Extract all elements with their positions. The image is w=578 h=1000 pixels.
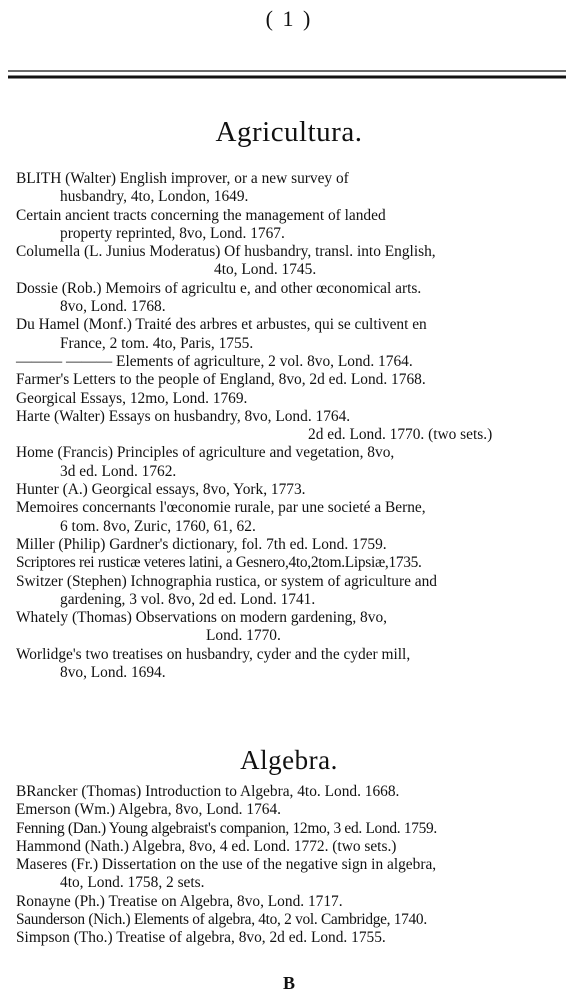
entry-line: Du Hamel (Monf.) Traité des arbres et arbustes, qui se cultivent en [16,316,427,334]
double-rule-graphic [8,67,566,83]
entry-line: Hunter (A.) Georgical essays, 8vo, York, 1773. [16,481,306,499]
entry-line: Dossie (Rob.) Memoirs of agricultu e, and other œconomical arts. [16,279,422,297]
entry-line: ——— ——— Elements of agriculture, 2 vol. 8vo, Lond. 1764. [16,352,413,370]
bibliography-entry [16,499,566,536]
bibliography-entry [16,170,566,207]
entry-line: BRancker (Thomas) Introduction to Algebra, 4to. Lond. 1668. [16,783,400,800]
entry-line: France, 2 tom. 4to, Paris, 1755. [60,334,254,352]
entries-list-agricultura [16,170,566,682]
bibliography-entry [16,481,566,499]
bibliography-entry [16,316,566,353]
ornamental-rule [8,67,566,83]
entries-list-algebra [16,783,566,948]
entry-line: 4to, Lond. 1758, 2 sets. [60,874,205,892]
bibliography-entry [16,911,566,929]
entry-line: Lond. 1770. [206,627,281,645]
bibliography-entry [16,573,566,610]
entry-line: Worlidge's two treatises on husbandry, cyder and the cyder mill, [16,645,411,663]
entry-line: Harte (Walter) Essays on husbandry, 8vo, Lond. 1764. [16,407,351,425]
entry-line: Whately (Thomas) Observations on modern gardening, 8vo, [16,609,387,627]
entry-line: Miller (Philip) Gardner's dictionary, fol. 7th ed. Lond. 1759. [16,535,387,553]
bibliography-entry [16,838,566,856]
bibliography-entry [16,390,566,408]
entry-line: 8vo, Lond. 1768. [60,298,166,316]
bibliography-entry [16,371,566,389]
bibliography-entry [16,646,566,683]
bibliography-entry [16,554,566,572]
bibliography-entry [16,243,566,280]
signature-mark: B [282,973,295,993]
bibliography-entry [16,783,566,801]
entry-line: Scriptores rei rusticæ veteres latini, a Gesnero,4to,2tom.Lipsiæ,1735. [16,554,422,572]
bibliography-entry [16,801,566,819]
entry-line: 8vo, Lond. 1694. [60,664,166,682]
entry-line: BLITH (Walter) English improver, or a new survey of [16,170,349,187]
page-number: ( 1 ) [265,6,313,31]
bibliography-entry [16,353,566,371]
entry-line: Switzer (Stephen) Ichnographia rustica, or system of agriculture and [16,572,437,590]
entry-line: 3d ed. Lond. 1762. [60,462,177,480]
bibliography-entry [16,856,566,893]
bibliography-entry [16,444,566,481]
entry-line: Memoires concernants l'œconomie rurale, par une societé a Berne, [16,499,426,517]
entry-line: property reprinted, 8vo, Lond. 1767. [60,224,285,242]
entry-line: Hammond (Nath.) Algebra, 8vo, 4 ed. Lond. 1772. (two sets.) [16,837,397,855]
entry-line: Simpson (Tho.) Treatise of algebra, 8vo, 2d ed. Lond. 1755. [16,929,386,947]
entry-line: Farmer's Letters to the people of England, 8vo, 2d ed. Lond. 1768. [16,371,426,389]
entry-line: Emerson (Wm.) Algebra, 8vo, Lond. 1764. [16,801,282,819]
bibliography-entry [16,609,566,646]
entry-line: husbandry, 4to, London, 1649. [60,188,249,206]
bibliography-entry [16,929,566,947]
entry-line: Saunderson (Nich.) Elements of algebra, 4to, 2 vol. Cambridge, 1740. [16,911,427,929]
entry-line: Georgical Essays, 12mo, Lond. 1769. [16,389,248,407]
bibliography-entry [16,408,566,445]
section-title-agricultura: Agricultura. [215,116,363,148]
bibliography-entry [16,207,566,244]
entry-line: 6 tom. 8vo, Zuric, 1760, 61, 62. [60,517,256,535]
bibliography-entry [16,820,566,838]
entry-line: Maseres (Fr.) Dissertation on the use of the negative sign in algebra, [16,856,437,874]
entry-line: Fenning (Dan.) Young algebraist's companion, 12mo, 3 ed. Lond. 1759. [16,819,437,837]
bibliography-entry [16,280,566,317]
section-title-algebra: Algebra. [240,745,338,775]
entry-line: Home (Francis) Principles of agriculture and vegetation, 8vo, [16,444,395,462]
entry-line: gardening, 3 vol. 8vo, 2d ed. Lond. 1741. [60,590,316,608]
entry-line: Ronayne (Ph.) Treatise on Algebra, 8vo, Lond. 1717. [16,892,343,910]
entry-line: 2d ed. Lond. 1770. (two sets.) [308,426,493,444]
entry-line: Columella (L. Junius Moderatus) Of husbandry, transl. into English, [16,243,436,261]
entry-line: Certain ancient tracts concerning the management of landed [16,206,386,224]
bibliography-entry [16,893,566,911]
entry-line: 4to, Lond. 1745. [214,261,317,279]
bibliography-entry [16,536,566,554]
